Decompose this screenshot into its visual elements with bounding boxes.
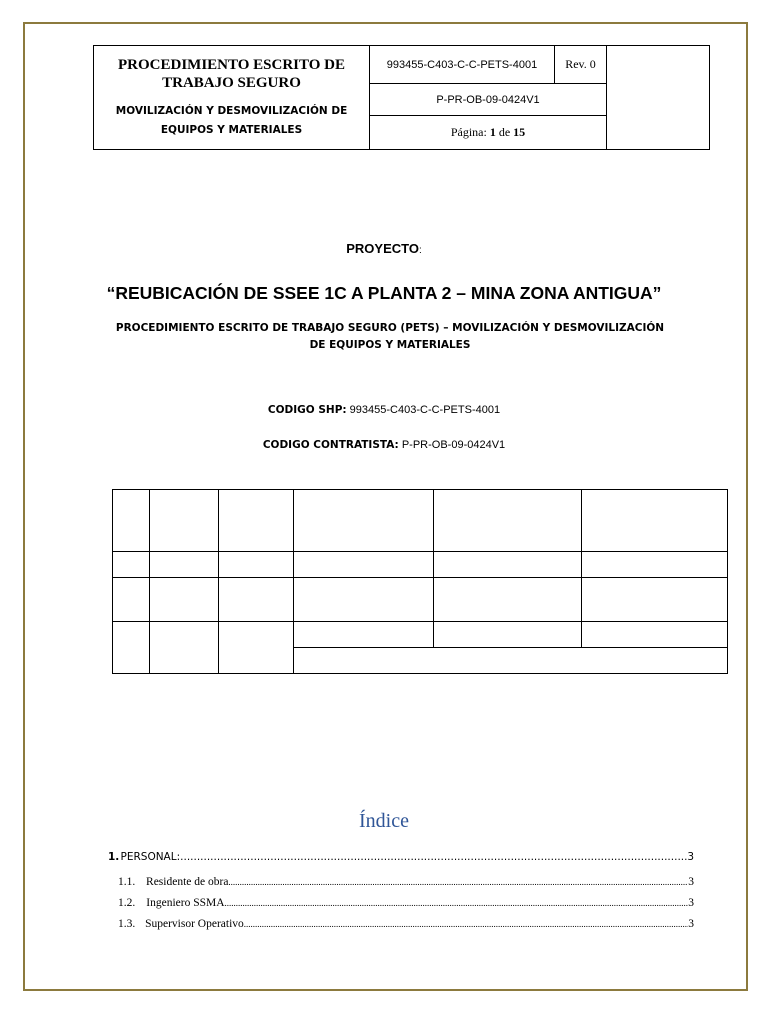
code-contratista: CODIGO CONTRATISTA: P-PR-OB-09-0424V1 (262, 439, 506, 451)
approval-table (112, 489, 728, 674)
header-shp-code: 993455-C403-C-C-PETS-4001 (370, 46, 555, 84)
toc-entry[interactable]: 1.1. Residente de obra ..... 3 (118, 876, 694, 888)
proyecto-label: PROYECTO: (346, 241, 422, 256)
index-title: Índice (359, 810, 409, 832)
header-subtitle: MOVILIZACIÓN Y DESMOVILIZACIÓN DE EQUIPOS Y MATERIALES (115, 104, 348, 136)
toc-entry[interactable]: 1.3. Supervisor Operativo ..... 3 (118, 918, 694, 930)
project-name: “REUBICACIÓN DE SSEE 1C A PLANTA 2 – MINA ZONA ANTIGUA” (106, 283, 662, 303)
header-revision: Rev. 0 (555, 46, 607, 84)
code-shp: CODIGO SHP: 993455-C403-C-C-PETS-4001 (267, 404, 501, 416)
header-title: PROCEDIMIENTO ESCRITO DE TRABAJO SEGURO (118, 56, 345, 91)
pets-title: PROCEDIMIENTO ESCRITO DE TRABAJO SEGURO (PETS) – MOVILIZACIÓN Y DESMOVILIZACIÓN DE EQUIPOS Y MATERIALES (115, 322, 665, 351)
header-title-cell (94, 46, 370, 150)
toc-entry[interactable]: 1. PERSONAL: ..... 3 (108, 851, 694, 863)
header-contractor-code: P-PR-OB-09-0424V1 (370, 84, 607, 116)
toc-entry[interactable]: 1.2. Ingeniero SSMA ..... 3 (118, 897, 694, 909)
header-page-number: Página: 1 de 15 (370, 116, 607, 150)
header-logo-cell (607, 46, 710, 150)
document-header-table (93, 45, 710, 150)
